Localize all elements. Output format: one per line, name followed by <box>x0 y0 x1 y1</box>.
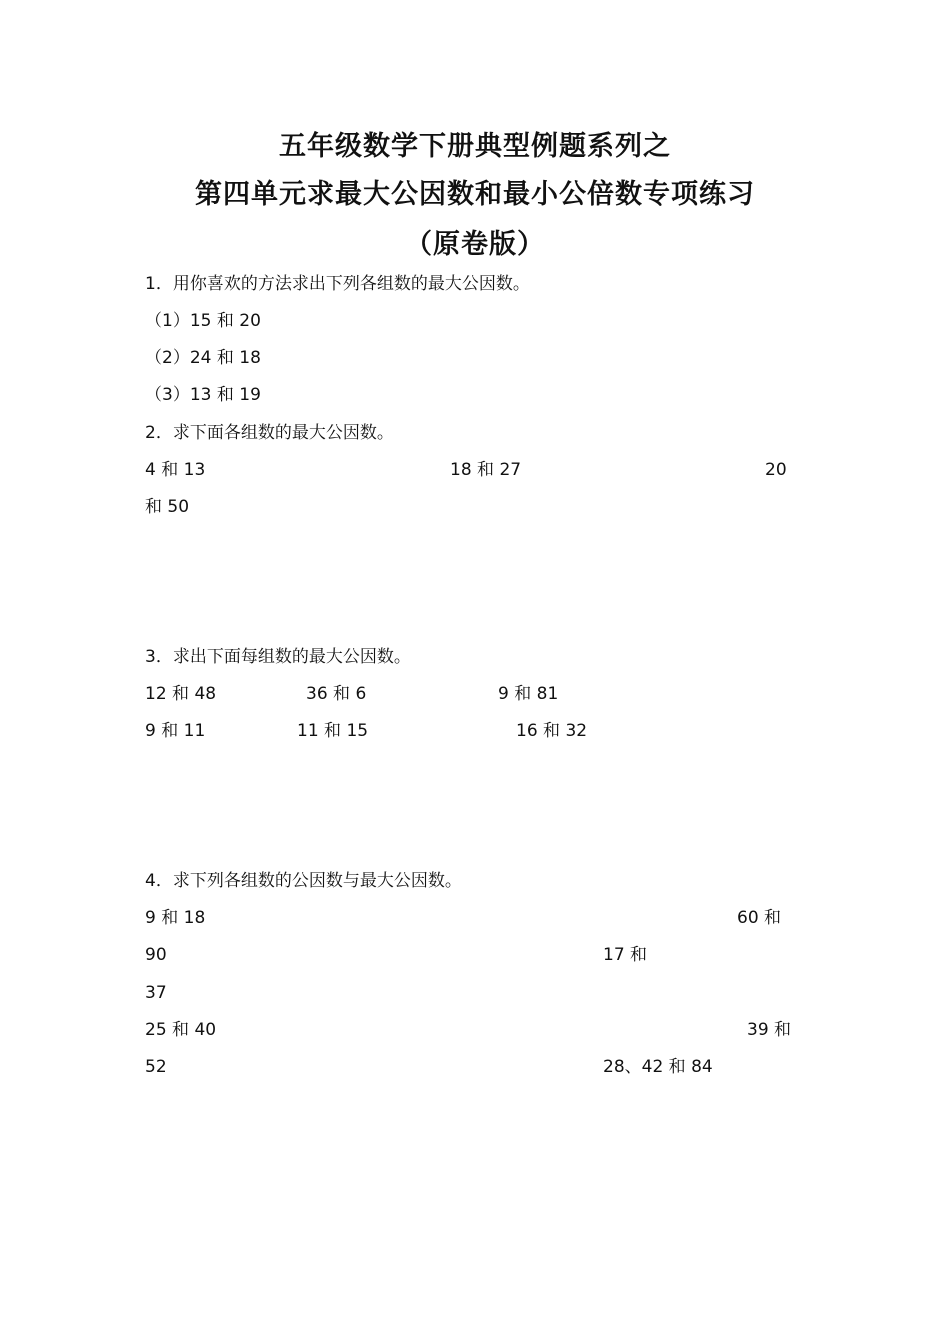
q4-item: 90 <box>145 945 167 965</box>
q3-item: 11 和 15 <box>297 721 369 741</box>
q3-item: 16 和 32 <box>516 721 588 741</box>
q4-item: 9 和 18 <box>145 908 206 928</box>
q4-item: 17 和 <box>603 945 648 965</box>
q3-prompt: 3．求出下面每组数的最大公因数。 <box>145 647 411 667</box>
q4-item: 39 和 <box>747 1020 792 1040</box>
q2-item: 20 <box>765 460 787 480</box>
q3-item: 12 和 48 <box>145 684 217 704</box>
q2-prompt: 2．求下面各组数的最大公因数。 <box>145 423 394 443</box>
q4-prompt: 4．求下列各组数的公因数与最大公因数。 <box>145 871 462 891</box>
q4-item: 60 和 <box>737 908 782 928</box>
q1-item: （2）24 和 18 <box>145 348 261 368</box>
q2-item: 18 和 27 <box>450 460 522 480</box>
title-line-1: 五年级数学下册典型例题系列之 <box>279 131 671 162</box>
q1-item: （3）13 和 19 <box>145 385 261 405</box>
q1-prompt: 1．用你喜欢的方法求出下列各组数的最大公因数。 <box>145 274 530 294</box>
q1-item: （1）15 和 20 <box>145 311 261 331</box>
q3-item: 36 和 6 <box>306 684 367 704</box>
q4-item: 52 <box>145 1057 167 1077</box>
q2-item: 4 和 13 <box>145 460 206 480</box>
q3-item: 9 和 11 <box>145 721 206 741</box>
q4-item: 25 和 40 <box>145 1020 217 1040</box>
q4-item: 37 <box>145 983 167 1003</box>
title-line-2: 第四单元求最大公因数和最小公倍数专项练习 <box>195 179 755 210</box>
q2-item: 和 50 <box>145 497 190 517</box>
q3-item: 9 和 81 <box>498 684 559 704</box>
q4-item: 28、42 和 84 <box>603 1057 713 1077</box>
title-line-3: （原卷版） <box>405 229 545 260</box>
